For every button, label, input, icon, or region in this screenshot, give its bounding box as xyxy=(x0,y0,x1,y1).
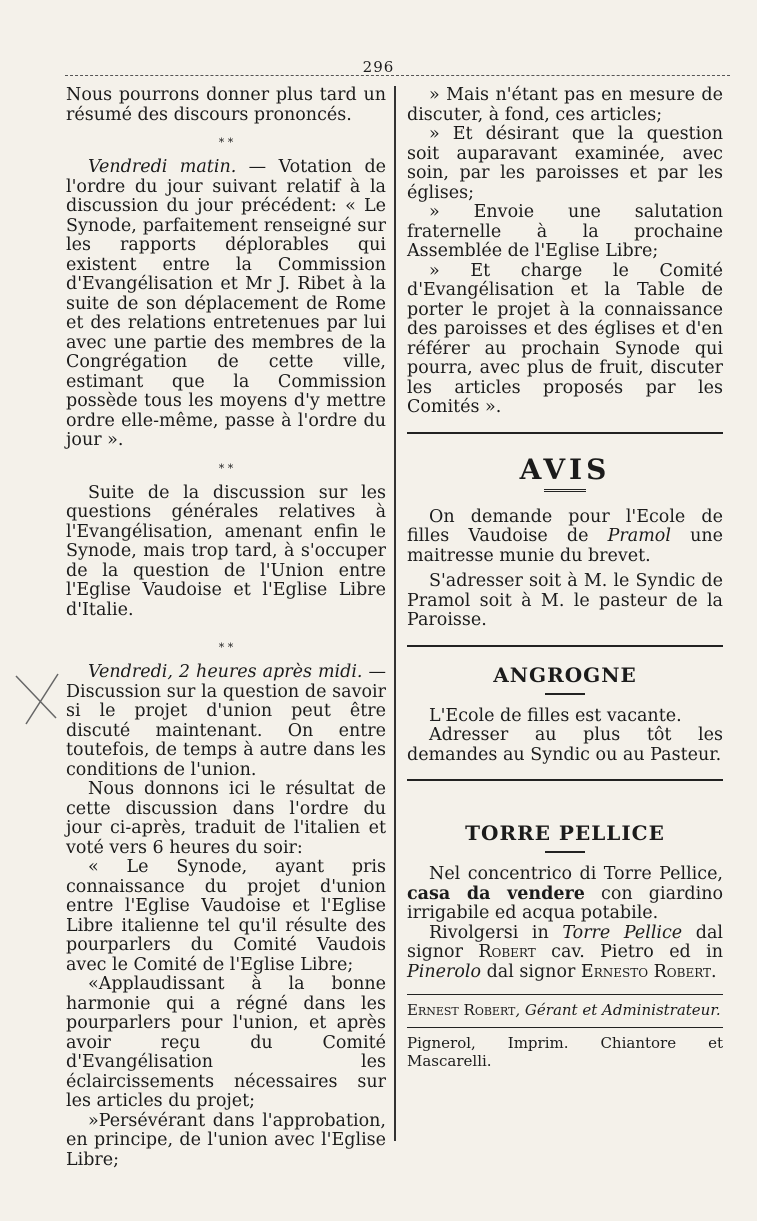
paragraph: » Envoie une salutation fraternelle à la prochaine Assemblée de l'Eglise Libre; xyxy=(407,202,723,261)
footer-rule xyxy=(407,1027,723,1028)
paragraph: Vendredi, 2 heures après midi. — Discussion sur la question de savoir si le projet d'union peut être discuté maintenant. On entre toutefois, de temps à autre dans les conditions de l'union. xyxy=(66,662,386,780)
section-rule xyxy=(407,779,723,781)
angrogne-heading: ANGROGNE xyxy=(493,662,637,687)
heading-ornament xyxy=(545,693,585,695)
section-stars: * * xyxy=(218,461,234,475)
advertisement-text: Nel concentrico di Torre Pellice, casa da vendere con giardino irrigabile ed acqua potabile. xyxy=(407,864,724,923)
left-column xyxy=(66,86,386,1170)
paragraph: Nous pourrons donner plus tard un résumé des discours prononcés. xyxy=(66,85,386,125)
paragraph: » Mais n'étant pas en mesure de discuter, à fond, ces articles; xyxy=(407,85,723,125)
section-stars: * * xyxy=(218,136,234,149)
section-rule xyxy=(407,432,723,434)
page-number: 296 xyxy=(362,58,395,76)
section-stars: * * xyxy=(218,641,234,654)
paragraph: Suite de la discussion sur les questions générales relatives à l'Evangélisation, amenant enfin le Synode, mais trop tard, à s'occuper de la question de l'Union entre l'Eglise Vaudoise et l'Eglise Libre d'Italie. xyxy=(66,482,386,620)
printer-line: Pignerol, Imprim. Chiantore et Mascarelli. xyxy=(407,1034,723,1070)
advertisement-text: L'Ecole de filles est vacante. xyxy=(429,705,682,726)
right-column xyxy=(407,86,723,1070)
advertisement-text: S'adresser soit à M. le Syndic de Pramol soit à M. le pasteur de la Paroisse. xyxy=(407,571,723,630)
advertisement-text: Rivolgersi in Torre Pellice dal signor Robert cav. Pietro ed in Pinerolo dal signor Ernesto Robert. xyxy=(407,922,723,982)
paragraph: »Persévérant dans l'approbation, en principe, de l'union avec l'Eglise Libre; xyxy=(66,1110,386,1170)
advertisement-text: On demande pour l'Ecole de filles Vaudoise de Pramol une maitresse munie du brevet. xyxy=(407,506,724,566)
avis-heading: AVIS xyxy=(519,452,611,486)
paragraph: » Et désirant que la question soit auparavant examinée, avec soin, par les paroisses et par les églises; xyxy=(407,124,723,203)
paragraph: » Et charge le Comité d'Evangélisation et la Table de porter le projet à la connaissance des paroisses et des églises et d'en référer au prochain Synode qui pourra, avec plus de fruit, discuter les articles proposés par les Comités ». xyxy=(407,260,723,417)
header-rule xyxy=(65,75,730,76)
section-rule xyxy=(407,645,723,647)
advertisement-text: Adresser au plus tôt les demandes au Syndic ou au Pasteur. xyxy=(407,725,723,765)
paragraph: «Applaudissant à la bonne harmonie qui a régné dans les pourparlers pour l'union, et après avoir reçu du Comité d'Evangélisation les éclaircissements nécessaires sur les articles du projet; xyxy=(66,974,386,1111)
pencil-mark xyxy=(8,668,68,728)
section-heading: Vendredi, 2 heures après midi. xyxy=(88,662,363,682)
torre-pellice-heading: TORRE PELLICE xyxy=(465,821,665,845)
heading-ornament xyxy=(544,489,586,494)
paragraph: « Le Synode, ayant pris connaissance du projet d'union entre l'Eglise Vaudoise et l'Eglise Libre italienne tel qu'il résulte des pourparlers du Comité Vaudois avec le Comité de l'Eglise Libre; xyxy=(66,857,386,975)
paragraph: Vendredi matin. — Votation de l'ordre du jour suivant relatif à la discussion du jour précédent: « Le Synode, parfaitement renseigné sur les rapports déplorables qui existent entre la Commission d'Evangélisation et Mr J. Ribet à la suite de son déplacement de Rome et des relations entretenues par lui avec une partie des membres de la Congrégation de cette ville, estimant que la Commission possède tous les moyens d'y mettre ordre elle-même, passe à l'ordre du jour ». xyxy=(66,157,387,450)
section-heading: Vendredi matin. xyxy=(88,157,237,177)
footer-rule xyxy=(407,994,723,995)
heading-ornament xyxy=(545,851,585,853)
publisher-line: Ernest Robert, Gérant et Administrateur. xyxy=(407,1001,721,1019)
column-divider xyxy=(394,86,396,1141)
paragraph: Nous donnons ici le résultat de cette discussion dans l'ordre du jour ci-après, traduit de l'italien et voté vers 6 heures du soir: xyxy=(66,779,386,858)
